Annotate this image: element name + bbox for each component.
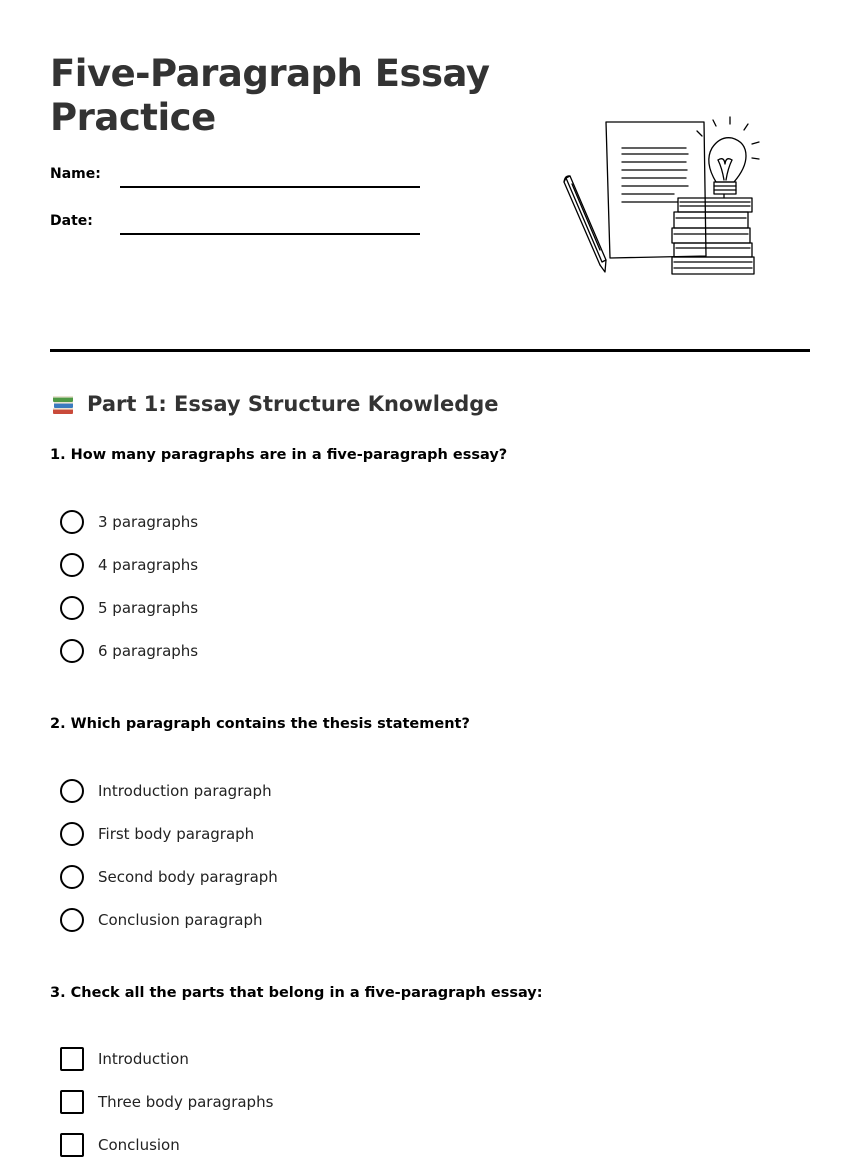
option-label: Conclusion paragraph bbox=[98, 911, 263, 929]
radio-button[interactable] bbox=[60, 553, 84, 577]
option-label: 4 paragraphs bbox=[98, 556, 199, 574]
option-label: Second body paragraph bbox=[98, 868, 278, 886]
date-label: Date: bbox=[50, 213, 93, 229]
q2-option-first-body[interactable] bbox=[60, 821, 254, 847]
q1-option-4-paragraphs[interactable] bbox=[60, 552, 198, 578]
part1-title-text: Part 1: Essay Structure Knowledge bbox=[87, 392, 499, 416]
q2-option-conclusion[interactable] bbox=[60, 907, 263, 933]
q2-option-introduction[interactable] bbox=[60, 778, 272, 804]
question-1-text: 1. How many paragraphs are in a five-paragraph essay? bbox=[50, 447, 508, 463]
question-2-text: 2. Which paragraph contains the thesis statement? bbox=[50, 716, 470, 732]
radio-button[interactable] bbox=[60, 908, 84, 932]
q3-option-conclusion[interactable] bbox=[60, 1132, 180, 1158]
radio-button[interactable] bbox=[60, 596, 84, 620]
paper-pencil-books-lightbulb-icon bbox=[556, 112, 766, 282]
q1-option-5-paragraphs[interactable] bbox=[60, 595, 198, 621]
date-field[interactable] bbox=[120, 233, 420, 235]
checkbox[interactable] bbox=[60, 1090, 84, 1114]
q1-option-3-paragraphs[interactable] bbox=[60, 509, 198, 535]
option-label: Introduction bbox=[98, 1050, 189, 1068]
header-divider bbox=[50, 349, 810, 352]
option-label: Introduction paragraph bbox=[98, 782, 272, 800]
q3-option-introduction[interactable] bbox=[60, 1046, 189, 1072]
checkbox[interactable] bbox=[60, 1047, 84, 1071]
radio-button[interactable] bbox=[60, 865, 84, 889]
option-label: 3 paragraphs bbox=[98, 513, 199, 531]
worksheet-title: Five-Paragraph Essay Practice bbox=[50, 52, 490, 139]
name-label: Name: bbox=[50, 166, 101, 182]
name-field[interactable] bbox=[120, 186, 420, 188]
radio-button[interactable] bbox=[60, 779, 84, 803]
option-label: 5 paragraphs bbox=[98, 599, 199, 617]
q3-option-three-body-paragraphs[interactable] bbox=[60, 1089, 273, 1115]
q1-option-6-paragraphs[interactable] bbox=[60, 638, 198, 664]
checkbox[interactable] bbox=[60, 1133, 84, 1157]
radio-button[interactable] bbox=[60, 822, 84, 846]
option-label: 6 paragraphs bbox=[98, 642, 199, 660]
option-label: First body paragraph bbox=[98, 825, 255, 843]
q2-option-second-body[interactable] bbox=[60, 864, 278, 890]
part1-title bbox=[50, 388, 499, 420]
option-label: Conclusion bbox=[98, 1136, 180, 1154]
question-3-text: 3. Check all the parts that belong in a five-paragraph essay: bbox=[50, 985, 543, 1001]
radio-button[interactable] bbox=[60, 639, 84, 663]
radio-button[interactable] bbox=[60, 510, 84, 534]
books-icon bbox=[50, 391, 76, 417]
option-label: Three body paragraphs bbox=[98, 1093, 274, 1111]
